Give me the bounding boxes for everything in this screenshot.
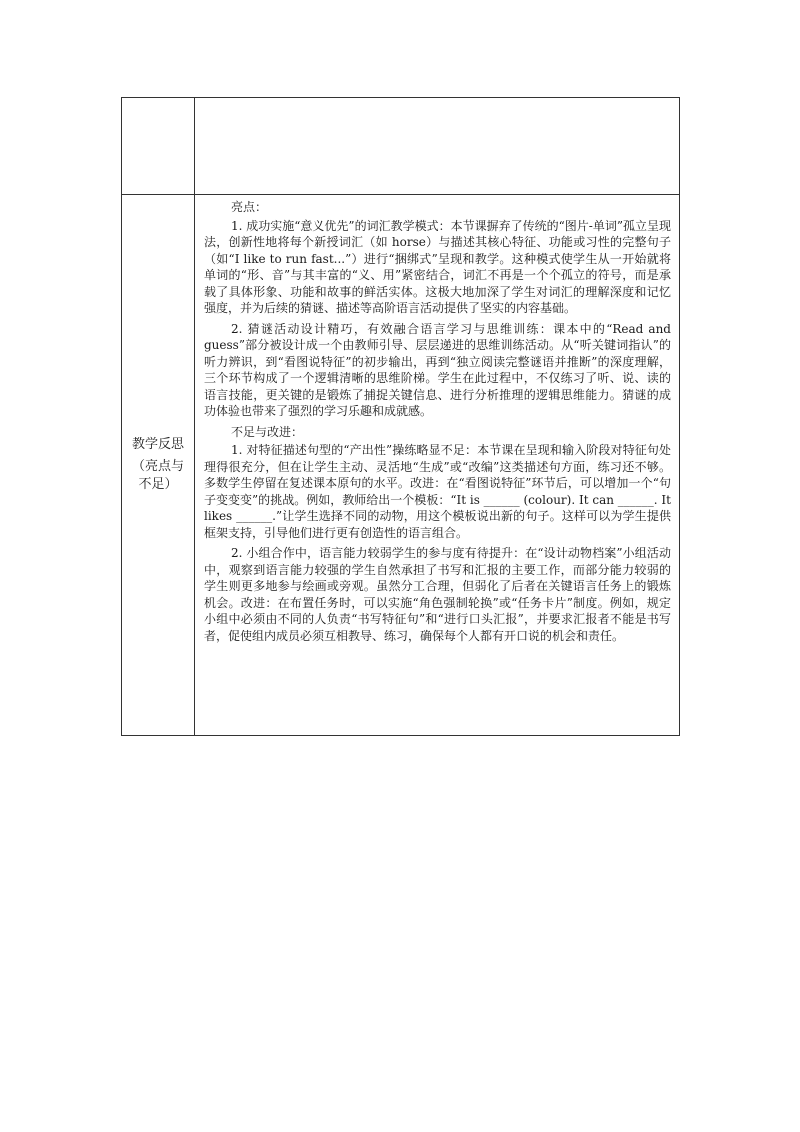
improvement-paragraph: 2. 小组合作中，语言能力较弱学生的参与度有待提升：在“设计动物档案”小组活动中，观察到语言能力较强的学生自然承担了书写和汇报的主要工作，而部分能力较弱的学生则更多地参与绘画或旁观。虽然分工合理，但弱化了后者在关键语言任务上的锻炼机会。改进：在布置任务时，可以实施“角色强制轮换”或“任务卡片”制度。例如，规定小组中必须由不同的人负责“书写特征句”和“进行口头汇报”，并要求汇报者不能是书写者，促使组内成员必须互相教导、练习，确保每个人都有开口说的机会和责任。	[204, 546, 671, 643]
empty-label-cell	[122, 98, 195, 195]
improvements-heading: 不足与改进：	[231, 424, 304, 439]
reflection-table	[121, 97, 680, 736]
row-sublabel: （亮点与不足）	[131, 459, 184, 492]
row-label-cell	[122, 195, 195, 736]
empty-content-cell	[195, 98, 680, 195]
highlight-paragraph: 1. 成功实施“意义优先”的词汇教学模式：本节课摒弃了传统的“图片-单词”孤立呈现法，创新性地将每个新授词汇（如 horse）与描述其核心特征、功能或习性的完整句子（如“I like to run fast...”）进行“捆绑式”呈现和教学。这种模式使学生从一开始就将单词的“形、音”与其丰富的“义、用”紧密结合，词汇不再是一个个孤立的符号，而是承载了具体形象、功能和故事的鲜活实体。这极大地加深了学生对词汇的理解深度和记忆强度，并为后续的猜谜、描述等高阶语言活动提供了坚实的内容基础。	[204, 218, 671, 315]
highlights-heading: 亮点：	[231, 200, 268, 214]
highlight-paragraph: 2. 猜谜活动设计精巧，有效融合语言学习与思维训练：课本中的“Read and guess”部分被设计成一个由教师引导、层层递进的思维训练活动。从“听关键词指认”的听力辨识，到“看图说特征”的初步输出，再到“独立阅读完整谜语并推断”的深度理解，三个环节构成了一个逻辑清晰的思维阶梯。学生在此过程中，不仅练习了听、说、读的语言技能，更关键的是锻炼了捕捉关键信息、进行分析推理的逻辑思维能力。猜谜的成功体验也带来了强烈的学习乐趣和成就感。	[204, 321, 671, 418]
table-row-reflection	[122, 195, 680, 736]
reflection-content-cell	[195, 195, 680, 736]
improvement-paragraph: 1. 对特征描述句型的“产出性”操练略显不足：本节课在呈现和输入阶段对特征句处理得很充分，但在让学生主动、灵活地“生成”或“改编”这类描述句方面，练习还不够。多数学生停留在复述课本原句的水平。改进：在“看图说特征”环节后，可以增加一个“句子变变变”的挑战。例如，教师给出一个模板：“It is ______ (colour). It can ______. It likes ______.”让学生选择不同的动物，用这个模板说出新的句子。这样可以为学生提供框架支持，引导他们进行更有创造性的语言组合。	[204, 443, 671, 540]
table-row-empty	[122, 98, 680, 195]
row-label: 教学反思	[131, 437, 184, 452]
